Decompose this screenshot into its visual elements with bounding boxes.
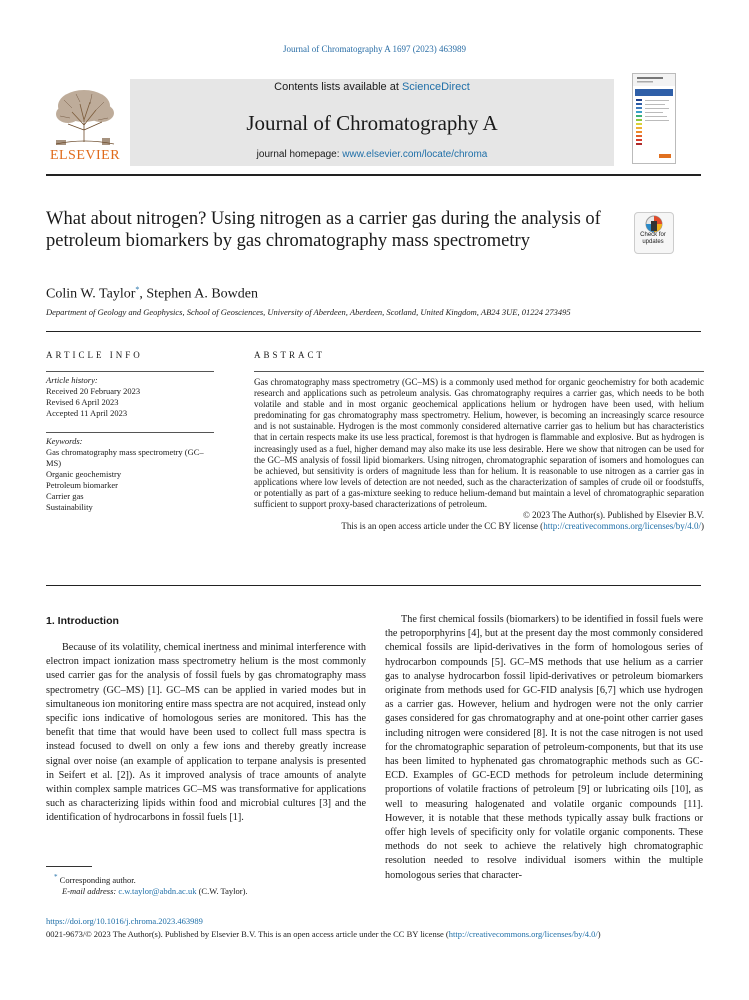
license-prefix: This is an open access article under the CC BY license ( (341, 521, 544, 532)
history-accepted: Accepted 11 April 2023 (46, 408, 128, 418)
header-rule (46, 331, 701, 332)
keyword-item: Sustainability (46, 502, 93, 512)
keywords-block (46, 436, 216, 513)
abstract-license (254, 521, 704, 532)
abstract-text: Gas chromatography mass spectrometry (GC–MS) is a commonly used method for organic geochemistry for both academic research and applications such as petroleum analysis. Gas chromatography requires a carrier gas, which needs to be both volatile and stable and in most organic geochemical applications helium or hydrogen have been used, with helium predominating for gas chromatography mass spectrometry. Helium, however, is becoming an increasingly scarce resource and is not sustainable. Hydrogen is the most commonly considered alternative carrier gas to helium but has characteristics that in certain respects make its use less practical, foremost is that hydrogen is flammable and explosive. But as hydrogen is increasingly used as a fuel, higher demand may also make its use less desirable. Here we show that nitrogen can be used for the GC–MS analysis of fossil lipid biomarkers. Using nitrogen, chromatographic separation of isomers and homologues can be achieved, but sensitivity is orders of magnitude less than for helium. It is reasonable to use nitrogen as a carrier gas in applications where low levels of detection are not needed, such as the characterization of samples of crude oil or foodstuffs, or potentially as part of a gas-mixture seeking to reduce helium-demand but maintain a level of chromatographic separation sufficient to support proxy-based characterizations of petroleum. (254, 377, 704, 510)
abstract-bottom-rule (46, 585, 701, 586)
article-info-rule (46, 371, 214, 372)
author-taylor[interactable]: Colin W. Taylor (46, 286, 136, 302)
doi-link[interactable]: https://doi.org/10.1016/j.chroma.2023.463989 (46, 916, 203, 926)
homepage-prefix: journal homepage: (256, 149, 343, 160)
keywords-label: Keywords: (46, 436, 83, 446)
history-label: Article history: (46, 375, 98, 385)
journal-cover-thumbnail[interactable] (632, 73, 676, 164)
author-list (46, 285, 258, 303)
footnote (54, 872, 364, 897)
abstract-heading: ABSTRACT (254, 350, 326, 360)
intro-left-paragraph: Because of its volatility, chemical inertness and minimal interference with electron impact ionization mass spectrometry helium is the most commonly used carrier gas for the analysis of fossil fuels by gas chromatography mass spectrometry (GC–MS) [1]. GC–MS can be applied in varied modes but in simultaneous ion monitoring entire mass spectra are not acquired, instead only specific ions indicative of homologous series are monitored. This has the benefit that time that would have been used to collect full mass spectra is instead focused to dwell on only a few ions and thereby greatly increase signal over noise (an example of application to terpane analysis is presented in Seifert et al. [2]). As it improved analysis of trace amounts of analyte within complex sample matrices GC–MS was transformative for applications such as characterizing lipids within food and microbial cultures [3] and the identification of hydrocarbons in fossil fuels [1]. (46, 642, 366, 824)
contents-line (130, 81, 614, 93)
homepage-link[interactable]: www.elsevier.com/locate/chroma (342, 149, 488, 160)
license-suffix: ) (701, 521, 704, 532)
email-label: E-mail address: (62, 885, 117, 896)
footnote-mark: * (54, 873, 58, 881)
author-bowden[interactable]: Stephen A. Bowden (146, 286, 258, 302)
elsevier-wordmark: ELSEVIER (49, 148, 121, 163)
keyword-item: Carrier gas (46, 491, 84, 501)
abstract-rule (254, 371, 704, 372)
issn-text: 0021-9673/© 2023 The Author(s). Published by Elsevier B.V. This is an open access article under the CC BY license ( (46, 929, 449, 939)
history-revised: Revised 6 April 2023 (46, 397, 119, 407)
footnote-rule (46, 866, 92, 867)
affiliation: Department of Geology and Geophysics, School of Geosciences, University of Aberdeen, Aberdeen, Scotland, United Kingdom, AB24 3UE, 01224 273495 (46, 307, 571, 317)
issn-line (46, 929, 601, 939)
keyword-item: Gas chromatography mass spectrometry (GC–MS) (46, 447, 204, 468)
author-email-link[interactable]: c.w.taylor@abdn.ac.uk (118, 885, 197, 896)
intro-right-paragraph: The first chemical fossils (biomarkers) to be identified in fossil fuels were the petroporphyrins [4], but at the present day the most commonly considered chemical fossils are lipid-derivatives in the form of homologous series of hydrocarbon compounds [5]. GC–MS methods that use helium as a carrier gas to analyse hydrocarbon fossil lipid-derivatives or petroleum biomarkers originate from methods used for GC-FID analysis [6,7] which use hydrogen as a carrier gas. However, helium and hydrogen were not the only carrier gases considered for gas chromatography and at one-point other carrier gases including nitrogen were considered [8]. It is not the case nitrogen is not used for the chromatographic separation of petroleum-components, but that its use has been limited to hyphenated gas chromatographic methods such as GC-ECD. Examples of GC-ECD methods for petroleum include determining proportions of volatile fractions of petroleum [9] or lubricating oils [10], as well to measuring halogenated and volatile organic compounds [11]. However, it is notable that these methods typically assay bulk fractions or offer high levels of specificity only for volatile organic components. These methods do not seek to achieve the relatively high chromatographic resolution needed to resolve individual isomers within the multiple homologous series that character- (385, 614, 703, 881)
corresponding-author-mark[interactable]: * (135, 285, 140, 294)
keyword-item: Organic geochemistry (46, 469, 122, 479)
masthead-rule (46, 174, 701, 176)
article-history (46, 375, 216, 419)
article-title: What about nitrogen? Using nitrogen as a carrier gas during the analysis of petroleum biomarkers by gas chromatography mass spectrometry (46, 209, 601, 251)
footnote-email-line (54, 886, 364, 897)
keyword-item: Petroleum biomarker (46, 480, 118, 490)
contents-prefix: Contents lists available at (274, 81, 402, 93)
introduction-heading: 1. Introduction (46, 615, 119, 627)
article-info-heading: ARTICLE INFO (46, 350, 143, 360)
author-separator: , (139, 286, 147, 302)
footnote-corresponding: * Corresponding author. (54, 873, 136, 885)
history-received: Received 20 February 2023 (46, 386, 141, 396)
homepage-line (130, 149, 614, 160)
email-owner: (C.W. Taylor). (198, 885, 248, 896)
check-for-updates-label: Check for updates (640, 232, 666, 245)
keywords-rule (46, 432, 214, 433)
journal-citation-link[interactable]: Journal of Chromatography A 1697 (2023) 463989 (283, 44, 466, 54)
abstract-copyright: © 2023 The Author(s). Published by Elsevier B.V. (523, 510, 704, 521)
sciencedirect-link[interactable]: ScienceDirect (401, 81, 470, 93)
abstract-block (254, 377, 704, 532)
journal-title: Journal of Chromatography A (246, 111, 498, 135)
footer-license-link[interactable]: http://creativecommons.org/licenses/by/4.0/ (448, 929, 598, 939)
cc-by-license-link[interactable]: http://creativecommons.org/licenses/by/4.0/ (543, 521, 701, 532)
issn-suffix: ) (597, 929, 601, 939)
